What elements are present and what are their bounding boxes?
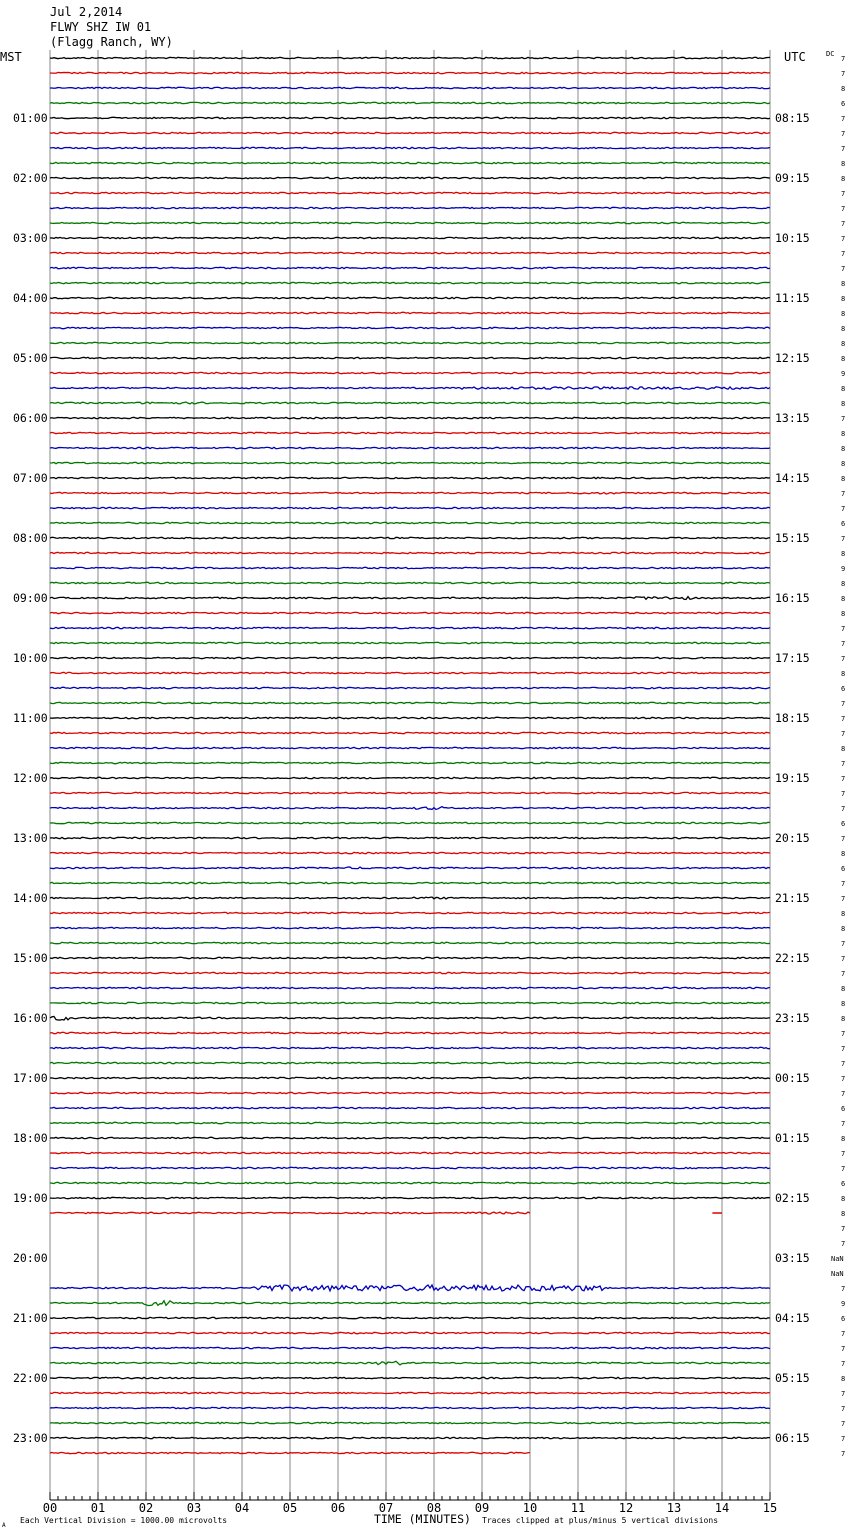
dc-offset-value: 7 — [841, 535, 846, 543]
utc-hour-label: 08:15 — [775, 111, 810, 125]
trace-line — [50, 897, 770, 899]
x-tick-label: 11 — [570, 1501, 586, 1515]
trace-line — [50, 357, 770, 358]
dc-offset-value: 8 — [841, 325, 846, 333]
trace-line — [50, 267, 770, 268]
trace-line — [50, 657, 770, 658]
trace-line — [50, 807, 770, 810]
dc-offset-value: 8 — [841, 160, 846, 168]
mst-hour-label: 12:00 — [13, 771, 48, 785]
dc-offset-value: 7 — [841, 1060, 846, 1068]
chart-title: FLWY SHZ IW 01 — [50, 20, 152, 34]
utc-hour-label: 02:15 — [775, 1191, 810, 1205]
x-tick-label: 12 — [618, 1501, 634, 1515]
trace-line — [50, 567, 770, 568]
dc-offset-value: 6 — [841, 685, 846, 693]
x-tick-label: 00 — [42, 1501, 58, 1515]
trace-line — [50, 117, 770, 118]
mst-hour-label: 02:00 — [13, 171, 48, 185]
trace-line — [50, 537, 770, 538]
trace-line — [50, 1361, 770, 1365]
dc-offset-value: 7 — [841, 1360, 846, 1368]
utc-hour-label: 17:15 — [775, 651, 810, 665]
trace-line — [50, 987, 770, 988]
dc-offset-value: 8 — [841, 295, 846, 303]
trace-line — [50, 447, 770, 448]
trace-line — [50, 972, 770, 973]
trace-line — [50, 57, 770, 58]
dc-offset-value: 7 — [841, 970, 846, 978]
mst-hour-label: 15:00 — [13, 951, 48, 965]
trace-line — [50, 642, 770, 643]
trace-line — [50, 192, 770, 193]
trace-line — [50, 1437, 770, 1438]
trace-line — [50, 1062, 770, 1063]
utc-hour-label: 15:15 — [775, 531, 810, 545]
utc-hour-label: 03:15 — [775, 1251, 810, 1265]
dc-offset-value: 8 — [841, 460, 846, 468]
mst-hour-label: 01:00 — [13, 111, 48, 125]
trace-line — [50, 342, 770, 343]
x-tick-label: 07 — [378, 1501, 394, 1515]
dc-offset-value: 8 — [841, 670, 846, 678]
dc-offset-value: 8 — [841, 1015, 846, 1023]
trace-line — [50, 282, 770, 283]
utc-hour-label: 23:15 — [775, 1011, 810, 1025]
trace-line — [50, 597, 770, 600]
dc-offset-value: 7 — [841, 1120, 846, 1128]
trace-line — [50, 552, 770, 553]
dc-label: DC — [826, 50, 835, 58]
utc-hour-label: 14:15 — [775, 471, 810, 485]
trace-line — [50, 1167, 770, 1168]
dc-offset-value: 7 — [841, 835, 846, 843]
trace-line — [50, 582, 770, 583]
dc-offset-value: 7 — [841, 1390, 846, 1398]
dc-offset-value: 7 — [841, 1075, 846, 1083]
trace-line — [50, 747, 770, 748]
trace-line — [50, 1377, 770, 1378]
x-tick-label: 06 — [330, 1501, 346, 1515]
dc-offset-value: 7 — [841, 70, 846, 78]
x-tick-label: 13 — [666, 1501, 682, 1515]
utc-label: UTC — [784, 50, 806, 64]
dc-offset-value: 7 — [841, 700, 846, 708]
trace-line — [50, 1152, 770, 1153]
x-tick-label: 09 — [474, 1501, 490, 1515]
mst-hour-label: 21:00 — [13, 1311, 48, 1325]
mst-hour-label: 05:00 — [13, 351, 48, 365]
trace-line — [50, 87, 770, 88]
trace-line — [50, 417, 770, 418]
trace-line — [50, 1285, 770, 1291]
utc-hour-label: 09:15 — [775, 171, 810, 185]
trace-line — [50, 822, 770, 823]
trace-line — [50, 927, 770, 928]
dc-offset-value: 8 — [841, 580, 846, 588]
dc-offset-value: 7 — [841, 790, 846, 798]
trace-line — [50, 777, 770, 778]
mst-hour-labels — [13, 111, 48, 1445]
utc-hour-label: 20:15 — [775, 831, 810, 845]
dc-offset-value: 7 — [841, 775, 846, 783]
dc-offset-value: 8 — [841, 310, 846, 318]
trace-line — [50, 147, 770, 148]
x-tick-label: 15 — [762, 1501, 778, 1515]
trace-line — [50, 627, 770, 628]
trace-line — [50, 522, 770, 523]
dc-offset-value: 7 — [841, 1435, 846, 1443]
trace-line — [50, 432, 770, 433]
trace-line — [50, 222, 770, 223]
dc-offset-value: 7 — [841, 880, 846, 888]
trace-line — [50, 1182, 770, 1183]
utc-hour-label: 22:15 — [775, 951, 810, 965]
trace-line — [50, 762, 770, 763]
trace-line — [50, 1197, 770, 1198]
mst-hour-label: 03:00 — [13, 231, 48, 245]
utc-hour-label: 11:15 — [775, 291, 810, 305]
trace-line — [50, 207, 770, 208]
dc-offset-value: 8 — [841, 595, 846, 603]
utc-hour-label: 10:15 — [775, 231, 810, 245]
utc-hour-label: 01:15 — [775, 1131, 810, 1145]
x-tick-label: 05 — [282, 1501, 298, 1515]
utc-hour-label: 12:15 — [775, 351, 810, 365]
dc-offset-value: 8 — [841, 400, 846, 408]
dc-offset-value: 8 — [841, 910, 846, 918]
dc-offset-value: 7 — [841, 1330, 846, 1338]
dc-offset-value: 8 — [841, 385, 846, 393]
trace-line — [50, 1422, 770, 1423]
dc-offset-value: 9 — [841, 1300, 846, 1308]
trace-line — [50, 1002, 770, 1003]
utc-hour-label: 06:15 — [775, 1431, 810, 1445]
trace-line — [50, 1077, 770, 1078]
dc-offset-value: 9 — [841, 370, 846, 378]
dc-offset-value: 7 — [841, 235, 846, 243]
dc-offset-value: 7 — [841, 1450, 846, 1458]
dc-offset-value: 8 — [841, 745, 846, 753]
clip-note: Traces clipped at plus/minus 5 vertical divisions — [482, 1516, 719, 1525]
dc-offset-value: 7 — [841, 1420, 846, 1428]
dc-offset-value: 7 — [841, 205, 846, 213]
mst-hour-label: 14:00 — [13, 891, 48, 905]
dc-offset-value: 8 — [841, 925, 846, 933]
dc-offset-value: 7 — [841, 1165, 846, 1173]
dc-offset-value: 8 — [841, 1210, 846, 1218]
trace-line — [50, 132, 770, 133]
trace-line — [50, 672, 770, 673]
x-tick-label: 01 — [90, 1501, 106, 1515]
dc-offset-value: 7 — [841, 220, 846, 228]
dc-offset-value: 6 — [841, 865, 846, 873]
mst-hour-label: 06:00 — [13, 411, 48, 425]
dc-offset-value: 7 — [841, 115, 846, 123]
dc-offset-value: 7 — [841, 145, 846, 153]
dc-offset-value: 9 — [841, 565, 846, 573]
dc-offset-value: 7 — [841, 490, 846, 498]
mst-hour-label: 13:00 — [13, 831, 48, 845]
mst-hour-label: 16:00 — [13, 1011, 48, 1025]
seismic-traces — [50, 57, 770, 1453]
dc-offset-value: 7 — [841, 415, 846, 423]
trace-line — [50, 1347, 770, 1348]
mst-hour-label: 11:00 — [13, 711, 48, 725]
dc-offset-value: 7 — [841, 805, 846, 813]
trace-line — [50, 252, 770, 253]
trace-line — [50, 837, 770, 838]
trace-line — [50, 1016, 770, 1020]
dc-offset-value: 7 — [841, 1240, 846, 1248]
trace-line — [50, 1317, 770, 1318]
x-tick-label: 08 — [426, 1501, 442, 1515]
trace-line — [50, 327, 770, 328]
trace-line — [50, 387, 770, 389]
dc-offset-value: 7 — [841, 625, 846, 633]
trace-line — [50, 1137, 770, 1138]
trace-line — [50, 237, 770, 238]
dc-offset-value: 7 — [841, 1345, 846, 1353]
trace-line — [50, 297, 770, 298]
trace-line — [50, 1332, 770, 1333]
trace-line — [50, 912, 770, 913]
mst-hour-label: 09:00 — [13, 591, 48, 605]
trace-line — [50, 1392, 770, 1393]
trace-line — [50, 852, 770, 853]
trace-line — [50, 477, 770, 478]
mst-hour-label: 10:00 — [13, 651, 48, 665]
dc-offset-labels — [831, 55, 845, 1458]
dc-offset-value: 6 — [841, 1105, 846, 1113]
dc-offset-value: 8 — [841, 85, 846, 93]
trace-line — [50, 792, 770, 793]
trace-line — [50, 102, 770, 103]
dc-offset-value: 7 — [841, 955, 846, 963]
trace-line — [50, 612, 770, 613]
dc-offset-value: 7 — [841, 265, 846, 273]
mst-hour-label: 17:00 — [13, 1071, 48, 1085]
trace-line — [50, 702, 770, 703]
utc-hour-label: 18:15 — [775, 711, 810, 725]
dc-offset-value: 7 — [841, 940, 846, 948]
trace-line — [50, 867, 770, 869]
mst-hour-label: 20:00 — [13, 1251, 48, 1265]
trace-line — [50, 882, 770, 883]
dc-offset-value: NaN — [831, 1255, 844, 1263]
trace-line — [50, 402, 770, 404]
chart-date: Jul 2,2014 — [50, 5, 123, 19]
dc-offset-value: 7 — [841, 130, 846, 138]
dc-offset-value: 8 — [841, 340, 846, 348]
x-tick-label: 14 — [714, 1501, 730, 1515]
trace-line — [50, 372, 770, 374]
utc-hour-label: 04:15 — [775, 1311, 810, 1325]
utc-hour-label: 19:15 — [775, 771, 810, 785]
dc-offset-value: 7 — [841, 55, 846, 63]
trace-line — [50, 942, 770, 943]
trace-line — [50, 492, 770, 494]
trace-line — [50, 1407, 770, 1408]
dc-offset-value: NaN — [831, 1270, 844, 1278]
dc-offset-value: 8 — [841, 445, 846, 453]
trace-line — [50, 177, 770, 178]
dc-offset-value: 6 — [841, 1315, 846, 1323]
utc-hour-labels — [775, 111, 810, 1445]
utc-hour-label: 13:15 — [775, 411, 810, 425]
utc-hour-label: 21:15 — [775, 891, 810, 905]
corner-mark: A — [2, 1522, 6, 1529]
mst-hour-label: 23:00 — [13, 1431, 48, 1445]
scale-note: Each Vertical Division = 1000.00 microvolts — [20, 1516, 228, 1525]
dc-offset-value: 8 — [841, 550, 846, 558]
trace-line — [50, 507, 770, 508]
dc-offset-value: 8 — [841, 280, 846, 288]
trace-line — [50, 1032, 770, 1033]
dc-offset-value: 7 — [841, 715, 846, 723]
utc-hour-label: 16:15 — [775, 591, 810, 605]
trace-line — [50, 1092, 770, 1093]
dc-offset-value: 6 — [841, 1180, 846, 1188]
x-tick-label: 10 — [522, 1501, 538, 1515]
dc-offset-value: 8 — [841, 175, 846, 183]
dc-offset-value: 7 — [841, 730, 846, 738]
trace-line — [50, 717, 770, 718]
dc-offset-value: 8 — [841, 985, 846, 993]
dc-offset-value: 7 — [841, 1150, 846, 1158]
dc-offset-value: 8 — [841, 610, 846, 618]
dc-offset-value: 7 — [841, 640, 846, 648]
trace-line — [50, 957, 770, 958]
dc-offset-value: 8 — [841, 1000, 846, 1008]
x-tick-label: 02 — [138, 1501, 154, 1515]
dc-offset-value: 7 — [841, 760, 846, 768]
trace-line — [50, 1107, 770, 1108]
mst-hour-label: 22:00 — [13, 1371, 48, 1385]
dc-offset-value: 7 — [841, 1090, 846, 1098]
mst-hour-label: 18:00 — [13, 1131, 48, 1145]
dc-offset-value: 8 — [841, 475, 846, 483]
x-tick-label: 03 — [186, 1501, 202, 1515]
dc-offset-value: 7 — [841, 655, 846, 663]
utc-hour-label: 05:15 — [775, 1371, 810, 1385]
mst-hour-label: 19:00 — [13, 1191, 48, 1205]
dc-offset-value: 7 — [841, 1405, 846, 1413]
mst-hour-label: 07:00 — [13, 471, 48, 485]
x-tick-label: 04 — [234, 1501, 250, 1515]
trace-line — [50, 312, 770, 313]
dc-offset-value: 8 — [841, 355, 846, 363]
mst-label: MST — [0, 50, 22, 64]
trace-line — [50, 687, 770, 688]
dc-offset-value: 7 — [841, 1045, 846, 1053]
trace-line — [50, 72, 770, 73]
dc-offset-value: 6 — [841, 100, 846, 108]
trace-line — [50, 162, 770, 163]
dc-offset-value: 7 — [841, 895, 846, 903]
dc-offset-value: 8 — [841, 1195, 846, 1203]
utc-hour-label: 00:15 — [775, 1071, 810, 1085]
trace-line — [50, 1122, 770, 1123]
trace-line — [50, 732, 770, 733]
mst-hour-label: 08:00 — [13, 531, 48, 545]
dc-offset-value: 7 — [841, 1285, 846, 1293]
chart-subtitle: (Flagg Ranch, WY) — [50, 35, 173, 49]
dc-offset-value: 7 — [841, 190, 846, 198]
trace-line — [50, 462, 770, 463]
x-axis-title: TIME (MINUTES) — [374, 1512, 471, 1526]
dc-offset-value: 8 — [841, 850, 846, 858]
trace-line — [50, 1301, 770, 1306]
dc-offset-value: 8 — [841, 1135, 846, 1143]
dc-offset-value: 8 — [841, 430, 846, 438]
dc-offset-value: 7 — [841, 1030, 846, 1038]
dc-offset-value: 6 — [841, 520, 846, 528]
dc-offset-value: 7 — [841, 250, 846, 258]
dc-offset-value: 6 — [841, 820, 846, 828]
dc-offset-value: 8 — [841, 1375, 846, 1383]
dc-offset-value: 7 — [841, 1225, 846, 1233]
dc-offset-value: 7 — [841, 505, 846, 513]
trace-line — [50, 1047, 770, 1048]
mst-hour-label: 04:00 — [13, 291, 48, 305]
